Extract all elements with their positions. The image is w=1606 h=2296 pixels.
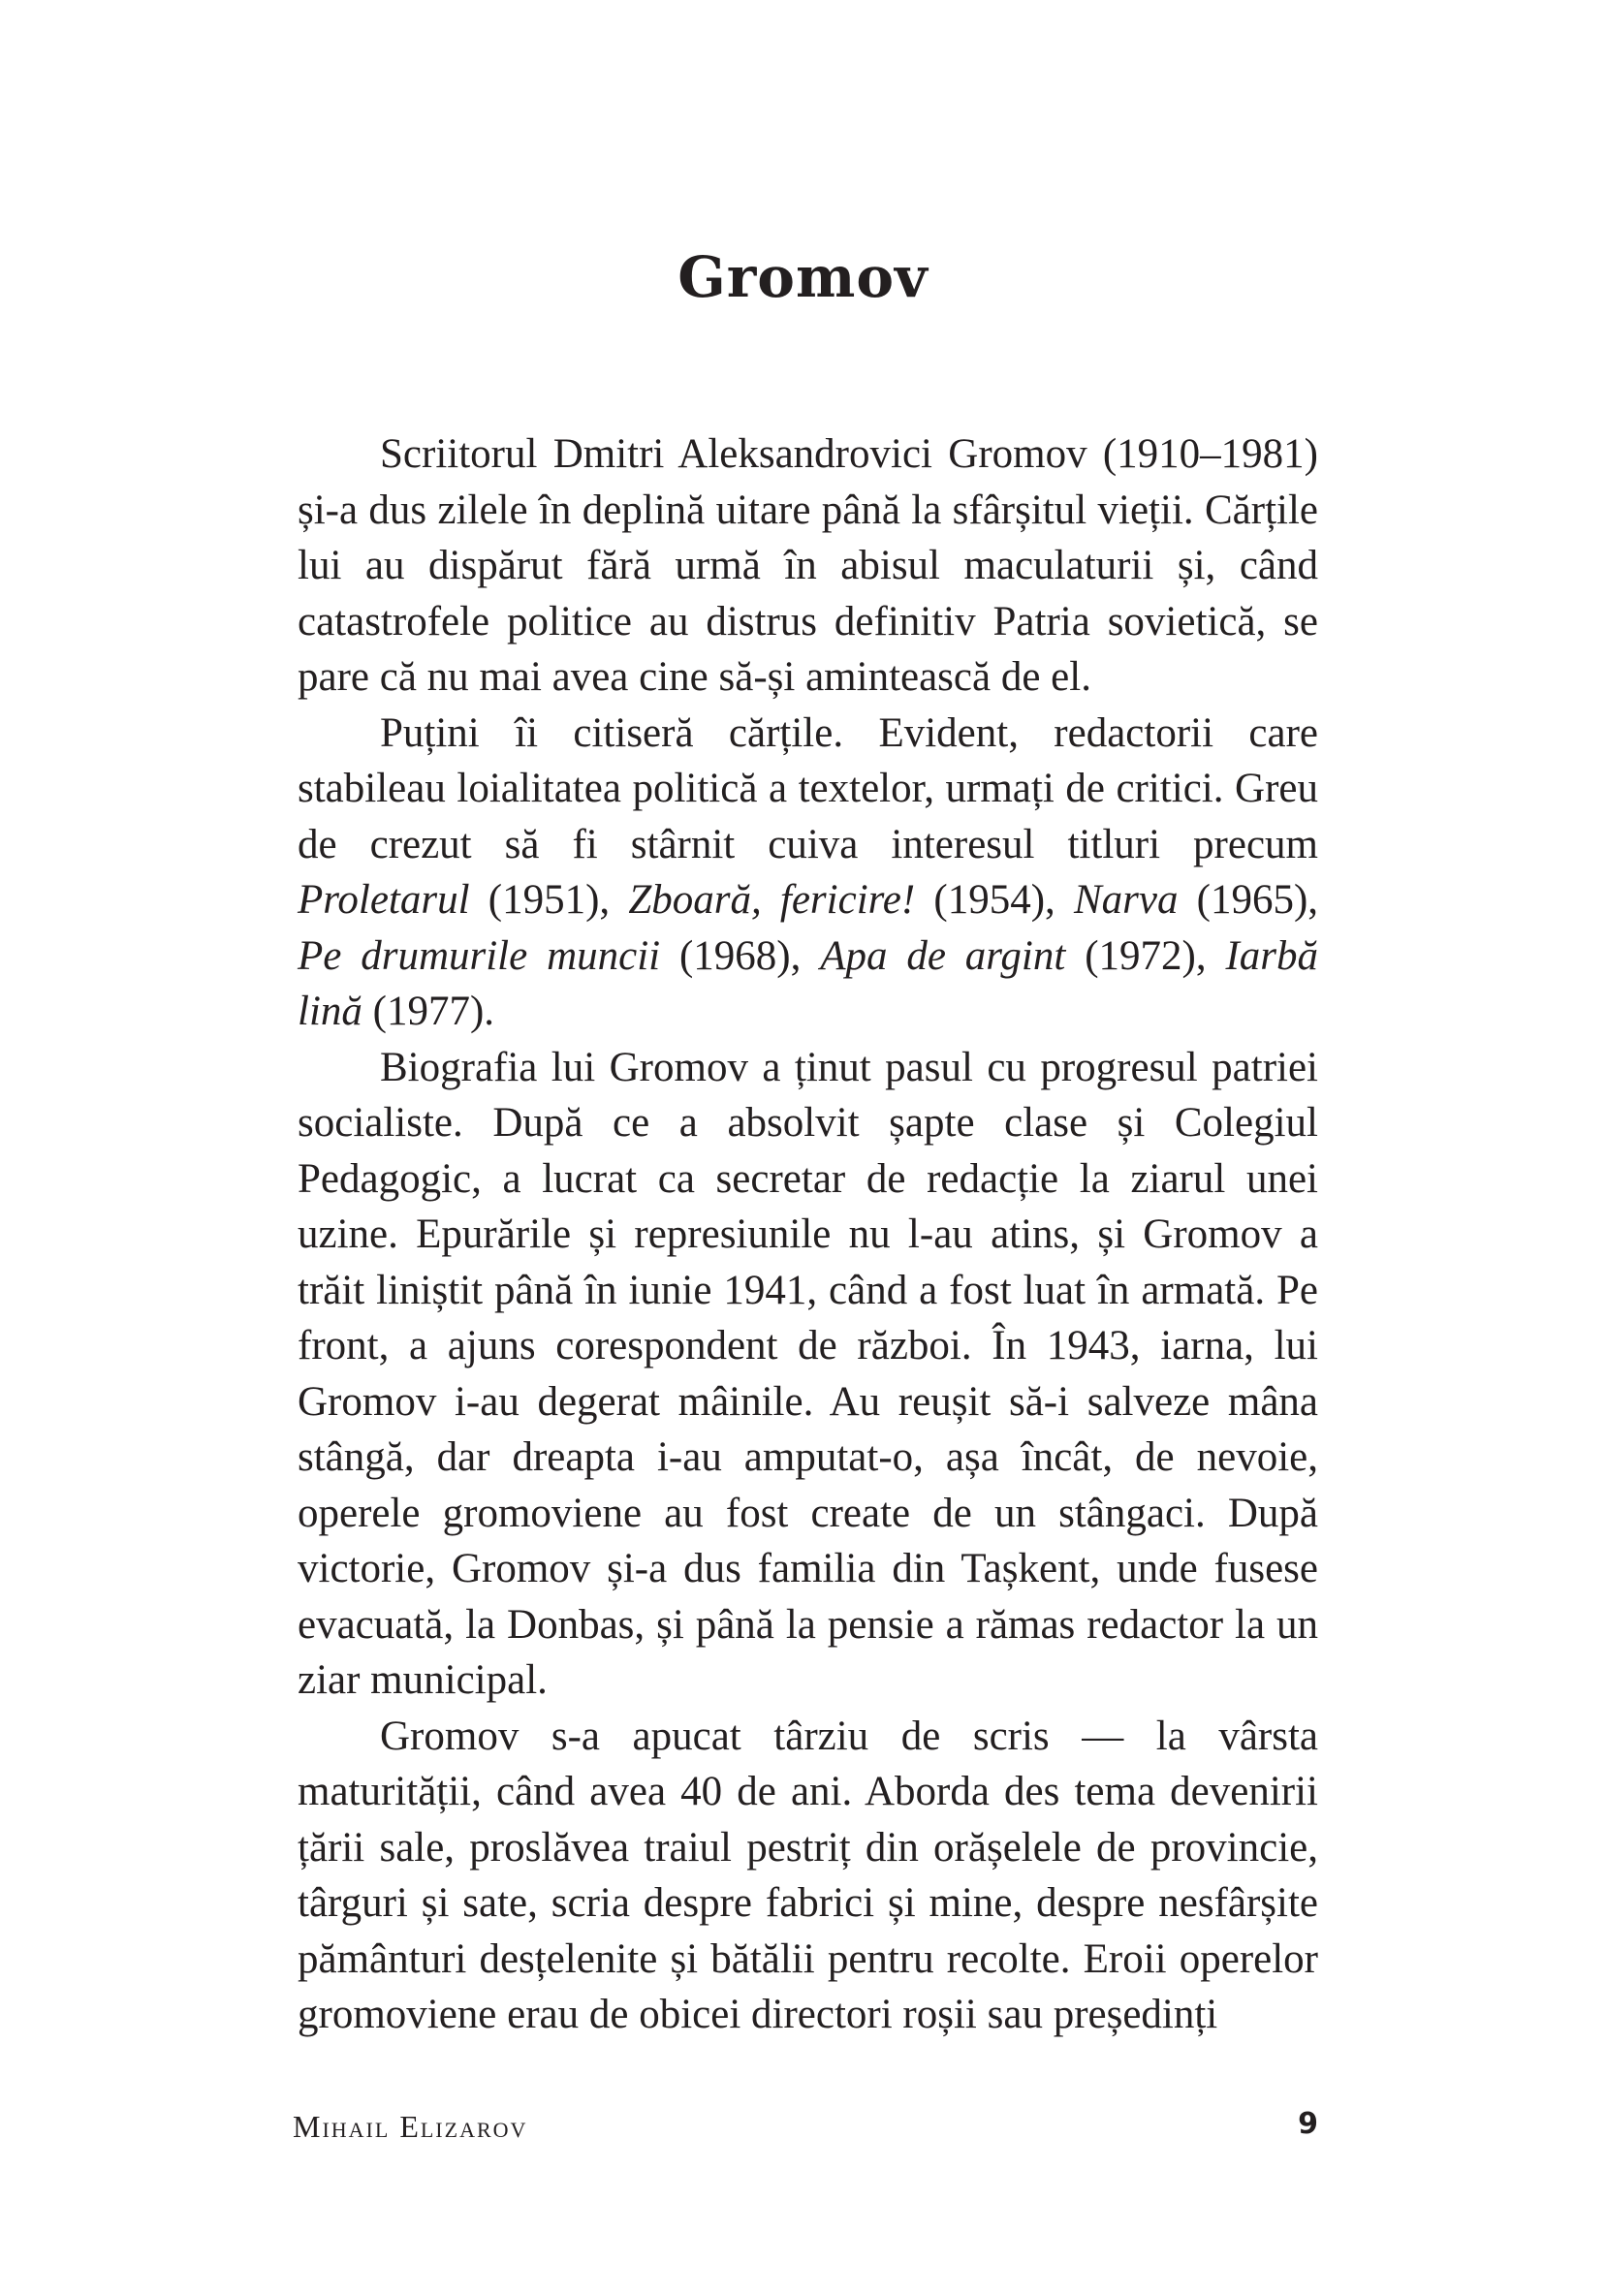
- book-title-italic: Proletarul: [298, 877, 470, 923]
- body-text: [298, 426, 1318, 2043]
- text-run: Gromov s-a apucat târziu de scris — la vârsta maturității, când avea 40 de ani. Aborda des tema devenirii țării sale, proslăvea traiul pestriț din orășelele de provincie, târguri și sate, scria despre fabrici și mine, despre nesfârșite pământuri desțelenite și bătălii pentru recolte. Eroii operelor gromoviene erau de obicei directori roșii sau președinți: [298, 1713, 1318, 2037]
- text-run: Biografia lui Gromov a ținut pasul cu progresul patriei socialiste. După ce a absolvit șapte clase și Colegiul Pedagogic, a lucrat ca secretar de redacție la ziarul unei uzine. Epurările și represiunile nu l-au atins, și Gromov a trăit liniștit până în iunie 1941, când a fost luat în armată. Pe front, a ajuns corespondent de război. În 1943, iarna, lui Gromov i-au degerat mâinile. Au reușit să-i salveze mâna stângă, dar dreapta i-au amputat-o, așa încât, de nevoie, operele gromoviene au fost create de un stângaci. După victorie, Gromov și-a dus familia din Tașkent, unde fusese evacuată, la Donbas, și până la pensie a rămas redactor la un ziar municipal.: [298, 1044, 1318, 1703]
- chapter-title: Gromov: [677, 244, 929, 310]
- book-title-italic: Zboară, fericire!: [628, 877, 916, 923]
- paragraph: [298, 1709, 1318, 2043]
- paragraph: [298, 706, 1318, 1040]
- text-run: (1968),: [660, 932, 821, 979]
- paragraph: [298, 1040, 1318, 1709]
- text-run: (1972),: [1065, 932, 1226, 979]
- text-run: (1951),: [469, 877, 629, 923]
- book-title-italic: Apa de argint: [820, 932, 1066, 979]
- text-run: (1954),: [915, 877, 1074, 923]
- paragraph: [298, 426, 1318, 706]
- text-run: Puțini îi citiseră cărțile. Evident, redactorii care stabileau loialitatea politică a textelor, urmați de critici. Greu de crezut să fi stârnit cuiva interesul titluri precum: [298, 709, 1318, 867]
- page-number: 9: [1298, 2107, 1318, 2141]
- book-title-italic: Narva: [1073, 877, 1179, 923]
- book-title-italic: Pe drumurile muncii: [298, 932, 661, 979]
- running-footer-author: Mihail Elizarov: [293, 2109, 528, 2144]
- text-run: (1965),: [1178, 877, 1319, 923]
- book-title-italic: Iarbă lină: [298, 932, 1318, 1034]
- text-run: Scriitorul Dmitri Aleksandrovici Gromov (1910–1981) și-a dus zilele în deplină uitare până la sfârșitul vieții. Cărțile lui au dispărut fără urmă în abisul maculaturii și, când catastrofele politice au distrus definitiv Patria sovietică, se pare că nu mai avea cine să-și amintească de el.: [298, 431, 1318, 700]
- text-run: (1977).: [362, 989, 495, 1034]
